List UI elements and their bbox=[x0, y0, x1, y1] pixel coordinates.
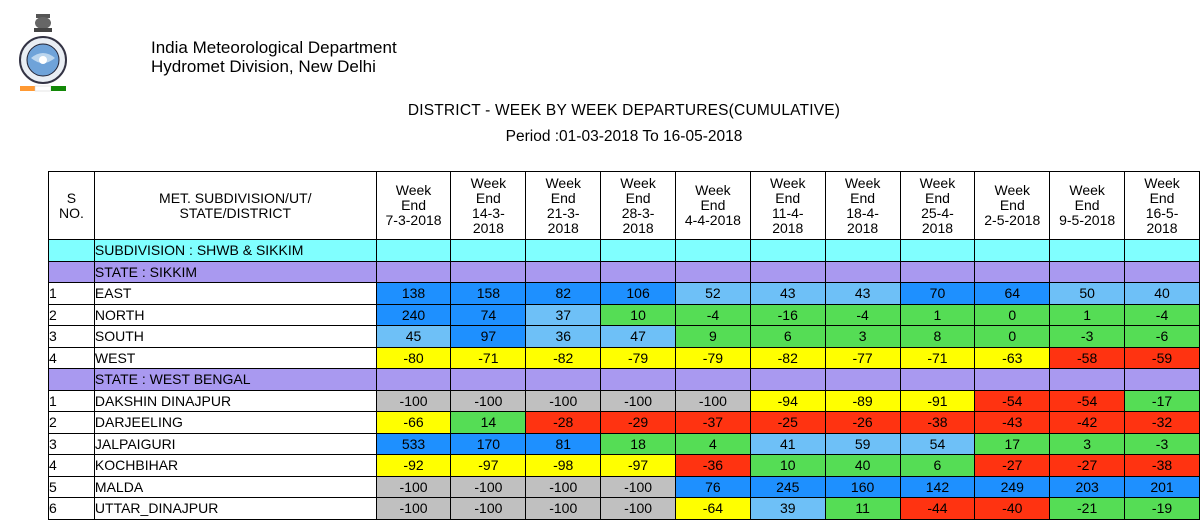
departure-cell: -29 bbox=[601, 412, 676, 434]
departure-cell: -100 bbox=[376, 476, 451, 498]
district-row bbox=[49, 347, 1200, 369]
col-header-week: Week End 25-4- 2018 bbox=[900, 172, 975, 240]
empty-cell bbox=[900, 369, 975, 391]
district-row bbox=[49, 433, 1200, 455]
empty-cell bbox=[750, 369, 825, 391]
row-sno bbox=[49, 261, 95, 283]
district-row bbox=[49, 498, 1200, 520]
departure-cell: 43 bbox=[825, 283, 900, 305]
departure-cell: -21 bbox=[1050, 498, 1125, 520]
departure-cell: -71 bbox=[900, 347, 975, 369]
empty-cell bbox=[900, 240, 975, 262]
departure-cell: -100 bbox=[526, 476, 601, 498]
empty-cell bbox=[1125, 240, 1200, 262]
col-header-week: Week End 14-3- 2018 bbox=[451, 172, 526, 240]
row-sno: 2 bbox=[49, 304, 95, 326]
state-name: STATE : WEST BENGAL bbox=[94, 369, 376, 391]
departure-cell: -97 bbox=[601, 455, 676, 477]
row-sno: 6 bbox=[49, 498, 95, 520]
row-sno: 4 bbox=[49, 347, 95, 369]
departure-cell: 245 bbox=[750, 476, 825, 498]
empty-cell bbox=[526, 240, 601, 262]
departure-cell: 6 bbox=[750, 326, 825, 348]
departure-cell: -25 bbox=[750, 412, 825, 434]
departure-cell: -3 bbox=[1125, 433, 1200, 455]
departure-cell: -58 bbox=[1050, 347, 1125, 369]
empty-cell bbox=[601, 240, 676, 262]
departure-cell: 0 bbox=[975, 304, 1050, 326]
empty-cell bbox=[451, 369, 526, 391]
departure-cell: 47 bbox=[601, 326, 676, 348]
col-header-week: Week End 2-5-2018 bbox=[975, 172, 1050, 240]
departure-cell: 81 bbox=[526, 433, 601, 455]
empty-cell bbox=[451, 240, 526, 262]
departure-cell: 17 bbox=[975, 433, 1050, 455]
imd-emblem-logo bbox=[14, 12, 72, 96]
report-period: Period :01-03-2018 To 16-05-2018 bbox=[505, 128, 743, 145]
departure-cell: -17 bbox=[1125, 390, 1200, 412]
departure-cell: 170 bbox=[451, 433, 526, 455]
departure-cell: -59 bbox=[1125, 347, 1200, 369]
departure-cell: -66 bbox=[376, 412, 451, 434]
departure-cell: -97 bbox=[451, 455, 526, 477]
district-name: EAST bbox=[94, 283, 376, 305]
district-name: KOCHBIHAR bbox=[94, 455, 376, 477]
departure-cell: -100 bbox=[451, 476, 526, 498]
departure-cell: 6 bbox=[900, 455, 975, 477]
departure-cell: -27 bbox=[1050, 455, 1125, 477]
departure-cell: 1 bbox=[900, 304, 975, 326]
departure-cell: 64 bbox=[975, 283, 1050, 305]
organization-name bbox=[151, 38, 397, 76]
empty-cell bbox=[676, 240, 751, 262]
departure-cell: -4 bbox=[1125, 304, 1200, 326]
empty-cell bbox=[975, 240, 1050, 262]
empty-cell bbox=[750, 261, 825, 283]
departure-cell: -54 bbox=[1050, 390, 1125, 412]
departure-cell: -63 bbox=[975, 347, 1050, 369]
empty-cell bbox=[601, 369, 676, 391]
district-row bbox=[49, 326, 1200, 348]
departure-cell: 39 bbox=[750, 498, 825, 520]
col-header-week: Week End 7-3-2018 bbox=[376, 172, 451, 240]
col-header-week: Week End 11-4- 2018 bbox=[750, 172, 825, 240]
departure-cell: 106 bbox=[601, 283, 676, 305]
departure-cell: -42 bbox=[1050, 412, 1125, 434]
departure-cell: 10 bbox=[750, 455, 825, 477]
table-header-row bbox=[49, 172, 1200, 240]
empty-cell bbox=[825, 240, 900, 262]
departure-cell: -44 bbox=[900, 498, 975, 520]
row-sno: 3 bbox=[49, 326, 95, 348]
district-row bbox=[49, 476, 1200, 498]
state-row bbox=[49, 261, 1200, 283]
departure-cell: -16 bbox=[750, 304, 825, 326]
district-row bbox=[49, 304, 1200, 326]
empty-cell bbox=[1125, 261, 1200, 283]
departure-cell: 8 bbox=[900, 326, 975, 348]
departure-cell: -6 bbox=[1125, 326, 1200, 348]
row-sno: 4 bbox=[49, 455, 95, 477]
row-sno: 2 bbox=[49, 412, 95, 434]
departure-cell: 82 bbox=[526, 283, 601, 305]
departure-cell: -94 bbox=[750, 390, 825, 412]
departure-cell: -91 bbox=[900, 390, 975, 412]
departure-cell: 37 bbox=[526, 304, 601, 326]
empty-cell bbox=[451, 261, 526, 283]
district-row bbox=[49, 390, 1200, 412]
empty-cell bbox=[975, 369, 1050, 391]
district-name: JALPAIGURI bbox=[94, 433, 376, 455]
departure-cell: -100 bbox=[451, 498, 526, 520]
departure-cell: 533 bbox=[376, 433, 451, 455]
empty-cell bbox=[1050, 261, 1125, 283]
departure-cell: 203 bbox=[1050, 476, 1125, 498]
district-row bbox=[49, 412, 1200, 434]
departure-cell: -100 bbox=[376, 498, 451, 520]
empty-cell bbox=[376, 240, 451, 262]
table-body bbox=[49, 240, 1200, 520]
departure-cell: 50 bbox=[1050, 283, 1125, 305]
departure-cell: -3 bbox=[1050, 326, 1125, 348]
departure-cell: -4 bbox=[676, 304, 751, 326]
departure-cell: -37 bbox=[676, 412, 751, 434]
col-header-week: Week End 9-5-2018 bbox=[1050, 172, 1125, 240]
departure-cell: 97 bbox=[451, 326, 526, 348]
departure-cell: 70 bbox=[900, 283, 975, 305]
empty-cell bbox=[526, 369, 601, 391]
departure-cell: -38 bbox=[1125, 455, 1200, 477]
col-header-week: Week End 28-3- 2018 bbox=[601, 172, 676, 240]
departure-cell: 3 bbox=[1050, 433, 1125, 455]
departure-cell: -36 bbox=[676, 455, 751, 477]
departure-cell: 76 bbox=[676, 476, 751, 498]
empty-cell bbox=[825, 261, 900, 283]
departure-cell: 54 bbox=[900, 433, 975, 455]
empty-cell bbox=[825, 369, 900, 391]
departure-cell: 59 bbox=[825, 433, 900, 455]
empty-cell bbox=[676, 369, 751, 391]
col-header-week: Week End 21-3- 2018 bbox=[526, 172, 601, 240]
empty-cell bbox=[1125, 369, 1200, 391]
empty-cell bbox=[900, 261, 975, 283]
subdivision-row bbox=[49, 240, 1200, 262]
departure-cell: 10 bbox=[601, 304, 676, 326]
departure-cell: 158 bbox=[451, 283, 526, 305]
departure-cell: -19 bbox=[1125, 498, 1200, 520]
departure-cell: -54 bbox=[975, 390, 1050, 412]
departure-cell: 74 bbox=[451, 304, 526, 326]
departure-cell: -32 bbox=[1125, 412, 1200, 434]
departure-cell: -79 bbox=[601, 347, 676, 369]
departure-cell: 11 bbox=[825, 498, 900, 520]
departure-cell: -89 bbox=[825, 390, 900, 412]
departure-cell: 1 bbox=[1050, 304, 1125, 326]
departure-cell: -98 bbox=[526, 455, 601, 477]
departure-cell: -38 bbox=[900, 412, 975, 434]
subdivision-name: SUBDIVISION : SHWB & SIKKIM bbox=[94, 240, 376, 262]
departure-cell: 43 bbox=[750, 283, 825, 305]
departure-cell: -100 bbox=[601, 476, 676, 498]
col-header-week: Week End 16-5- 2018 bbox=[1125, 172, 1200, 240]
col-header-week: Week End 18-4- 2018 bbox=[825, 172, 900, 240]
departure-cell: -27 bbox=[975, 455, 1050, 477]
row-sno: 3 bbox=[49, 433, 95, 455]
departure-cell: -82 bbox=[750, 347, 825, 369]
departure-cell: -100 bbox=[526, 498, 601, 520]
state-row bbox=[49, 369, 1200, 391]
district-row bbox=[49, 283, 1200, 305]
departure-cell: 3 bbox=[825, 326, 900, 348]
departure-cell: 40 bbox=[825, 455, 900, 477]
row-sno: 5 bbox=[49, 476, 95, 498]
departure-cell: 14 bbox=[451, 412, 526, 434]
row-sno: 1 bbox=[49, 390, 95, 412]
departure-cell: -79 bbox=[676, 347, 751, 369]
departure-cell: 0 bbox=[975, 326, 1050, 348]
empty-cell bbox=[750, 240, 825, 262]
departure-cell: -80 bbox=[376, 347, 451, 369]
empty-cell bbox=[1050, 240, 1125, 262]
district-name: NORTH bbox=[94, 304, 376, 326]
report-title: DISTRICT - WEEK BY WEEK DEPARTURES(CUMULATIVE) bbox=[407, 102, 841, 119]
departure-cell: 142 bbox=[900, 476, 975, 498]
departure-cell: 52 bbox=[676, 283, 751, 305]
departure-cell: 40 bbox=[1125, 283, 1200, 305]
org-line-1: India Meteorological Department bbox=[151, 38, 397, 57]
state-name: STATE : SIKKIM bbox=[94, 261, 376, 283]
departure-cell: -64 bbox=[676, 498, 751, 520]
departure-cell: 41 bbox=[750, 433, 825, 455]
empty-cell bbox=[376, 369, 451, 391]
departure-cell: -82 bbox=[526, 347, 601, 369]
departure-cell: -100 bbox=[601, 498, 676, 520]
district-name: DARJEELING bbox=[94, 412, 376, 434]
district-name: WEST bbox=[94, 347, 376, 369]
col-header-sno: S NO. bbox=[49, 172, 95, 240]
departure-cell: -100 bbox=[451, 390, 526, 412]
departure-cell: -100 bbox=[376, 390, 451, 412]
row-sno bbox=[49, 240, 95, 262]
departure-cell: -92 bbox=[376, 455, 451, 477]
empty-cell bbox=[676, 261, 751, 283]
org-line-2: Hydromet Division, New Delhi bbox=[151, 57, 376, 76]
departure-cell: 160 bbox=[825, 476, 900, 498]
departure-cell: -77 bbox=[825, 347, 900, 369]
empty-cell bbox=[975, 261, 1050, 283]
row-sno bbox=[49, 369, 95, 391]
col-header-week: Week End 4-4-2018 bbox=[676, 172, 751, 240]
empty-cell bbox=[1050, 369, 1125, 391]
district-name: UTTAR_DINAJPUR bbox=[94, 498, 376, 520]
departures-table bbox=[48, 171, 1200, 520]
departure-cell: 240 bbox=[376, 304, 451, 326]
departure-cell: -40 bbox=[975, 498, 1050, 520]
departure-cell: -28 bbox=[526, 412, 601, 434]
departure-cell: 45 bbox=[376, 326, 451, 348]
departure-cell: 36 bbox=[526, 326, 601, 348]
departure-cell: -4 bbox=[825, 304, 900, 326]
district-row bbox=[49, 455, 1200, 477]
departure-cell: 9 bbox=[676, 326, 751, 348]
departure-cell: 4 bbox=[676, 433, 751, 455]
departure-cell: 201 bbox=[1125, 476, 1200, 498]
empty-cell bbox=[601, 261, 676, 283]
departure-cell: -100 bbox=[526, 390, 601, 412]
departure-cell: 249 bbox=[975, 476, 1050, 498]
departure-cell: -71 bbox=[451, 347, 526, 369]
departure-cell: -100 bbox=[601, 390, 676, 412]
col-header-name: MET. SUBDIVISION/UT/ STATE/DISTRICT bbox=[94, 172, 376, 240]
departure-cell: -43 bbox=[975, 412, 1050, 434]
departure-cell: 138 bbox=[376, 283, 451, 305]
empty-cell bbox=[376, 261, 451, 283]
row-sno: 1 bbox=[49, 283, 95, 305]
district-name: MALDA bbox=[94, 476, 376, 498]
empty-cell bbox=[526, 261, 601, 283]
departure-cell: -26 bbox=[825, 412, 900, 434]
departure-cell: -100 bbox=[676, 390, 751, 412]
departure-cell: 18 bbox=[601, 433, 676, 455]
district-name: SOUTH bbox=[94, 326, 376, 348]
district-name: DAKSHIN DINAJPUR bbox=[94, 390, 376, 412]
